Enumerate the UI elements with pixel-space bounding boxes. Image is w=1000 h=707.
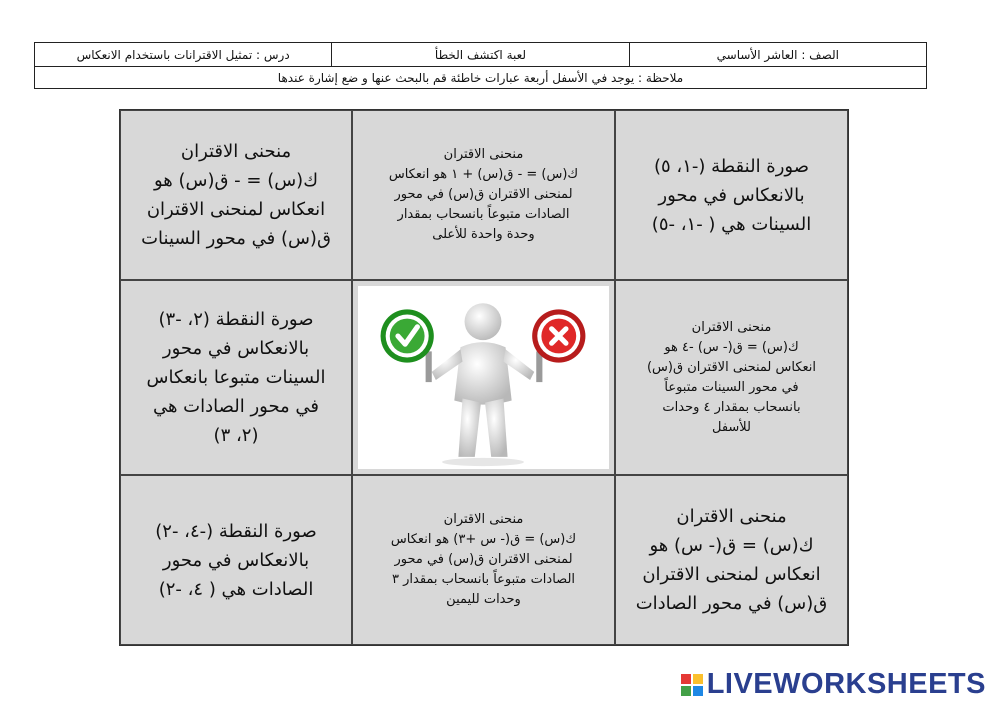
statement-line: صورة النقطة (-٤، -٢) [155, 520, 317, 542]
statement-line: الصادات متبوعاً بانسحاب بمقدار ٣ [392, 572, 576, 587]
statement-line: منحنى الاقتران [443, 512, 524, 527]
statement-line: الصادات هي ( ٤، -٢) [158, 578, 314, 600]
statement-line: ق(س) في محور السينات [141, 228, 331, 249]
statement-line: في محور الصادات هي [152, 396, 320, 417]
statement-line: ك(س) = - ق(س) + ١ هو انعكاس [388, 167, 579, 182]
statement-line: صورة النقطة (-١، ٥) [654, 155, 810, 177]
statement-line: انعكاس لمنحنى الاقتران [146, 199, 326, 220]
header-table [34, 42, 927, 89]
logo-square [693, 686, 703, 696]
statement-line: في محور السينات متبوعاً [664, 379, 799, 395]
logo-text: LIVEWORKSHEETS [706, 668, 986, 700]
statement-line: ق(س) في محور الصادات [635, 593, 828, 614]
cross-icon [532, 309, 585, 382]
statement-line: منحنى الاقتران [180, 141, 292, 162]
statement-cell[interactable] [120, 475, 352, 645]
statement-line: (٢، ٣) [213, 425, 259, 446]
statement-line: لمنحنى الاقتران ق(س) في محور [394, 552, 573, 567]
statement-cell[interactable] [615, 110, 848, 280]
logo-square [693, 674, 703, 684]
statement-line: للأسفل [711, 419, 752, 435]
statement-line: بالانعكاس في محور [162, 338, 310, 359]
statement-line: بانسحاب بمقدار ٤ وحدات [662, 399, 801, 415]
statement-cell[interactable] [120, 280, 352, 475]
illustration-cell [352, 280, 615, 475]
statement-line: ك(س) = ق(- س) هو [649, 535, 814, 556]
statement-line: السينات هي ( -١، -٥) [651, 213, 812, 235]
check-icon [381, 309, 434, 382]
logo-square [681, 674, 691, 684]
statement-line: الصادات متبوعاً بانسحاب بمقدار [397, 207, 570, 222]
lesson-title: درس : تمثيل الاقترانات باستخدام الانعكاس [76, 47, 290, 62]
statement-line: ك(س) = - ق(س) هو [153, 170, 319, 191]
statement-line: بالانعكاس في محور [162, 549, 310, 571]
statement-cell[interactable] [615, 475, 848, 645]
statement-cell[interactable] [120, 110, 352, 280]
grade-label: الصف : العاشر الأساسي [629, 43, 926, 66]
statement-line: ك(س) = ق(- س) -٤ هو [664, 339, 799, 355]
statement-cell[interactable] [352, 475, 615, 645]
logo-icon [681, 674, 703, 696]
statement-cell[interactable] [615, 280, 848, 475]
statement-line: انعكاس لمنحنى الاقتران [642, 564, 821, 585]
statements-grid [119, 109, 849, 646]
statement-line: ك(س) = ق(- س +٣) هو انعكاس [390, 532, 577, 547]
statement-line: منحنى الاقتران [676, 506, 787, 527]
statement-line: انعكاس لمنحنى الاقتران ق(س) [646, 359, 817, 375]
header-row [35, 43, 926, 67]
statement-line: بالانعكاس في محور [658, 184, 805, 206]
instruction-note: ملاحظة : يوجد في الأسفل أربعة عبارات خاطئة قم بالبحث عنها و ضع إشارة عندها [277, 71, 684, 85]
statement-line: لمنحنى الاقتران ق(س) في محور [394, 187, 573, 202]
statement-line: صورة النقطة (٢، -٣) [158, 309, 314, 330]
figure-with-check-and-cross-icon [358, 286, 609, 469]
liveworksheets-logo [681, 668, 986, 701]
game-title: لعبة اكتشف الخطأ [331, 43, 628, 66]
statement-line: وحدات لليمين [446, 592, 521, 607]
logo-square [681, 686, 691, 696]
statement-line: منحنى الاقتران [443, 147, 524, 162]
statement-line: السينات متبوعا بانعكاس [146, 367, 326, 388]
statement-line: وحدة واحدة للأعلى [432, 227, 535, 242]
statement-line: منحنى الاقتران [691, 319, 772, 335]
illustration [358, 286, 609, 469]
statement-cell[interactable] [352, 110, 615, 280]
